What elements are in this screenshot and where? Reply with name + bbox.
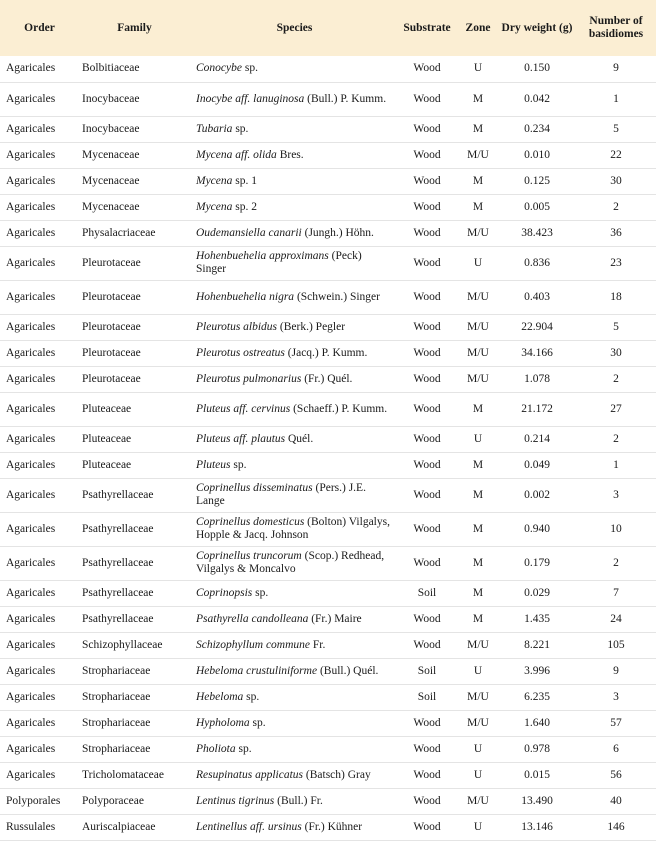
cell-zone: M [472, 92, 484, 105]
table-row [0, 580, 656, 606]
species-authority: (Bull.) Quél. [317, 664, 379, 677]
cell-family: Bolbitiaceae [82, 62, 140, 75]
cell-dry-weight: 8.221 [524, 638, 550, 651]
table-row [0, 366, 656, 392]
species-binomial: Hebeloma crustuliniforme [196, 664, 318, 677]
cell-species [190, 632, 396, 658]
cell-dry-weight: 0.836 [524, 256, 550, 269]
species-binomial: Resupinatus applicatus [196, 768, 304, 781]
cell-substrate: Wood [413, 226, 441, 239]
cell-basidiomes: 22 [610, 148, 622, 161]
table-row [0, 314, 656, 340]
cell-order: Agaricales [6, 320, 56, 333]
cell-order: Agaricales [6, 122, 56, 135]
cell-substrate: Wood [413, 200, 441, 213]
cell-substrate: Wood [413, 432, 441, 445]
cell-dry-weight: 0.234 [524, 122, 550, 135]
cell-species [190, 194, 396, 220]
cell-order: Agaricales [6, 690, 56, 703]
species-binomial: Pluteus [196, 458, 231, 471]
cell-family: Psathyrellaceae [82, 612, 154, 625]
cell-species [190, 314, 396, 340]
cell-family: Strophariaceae [82, 716, 151, 729]
cell-dry-weight: 0.010 [524, 148, 550, 161]
cell-zone: U [473, 432, 483, 445]
cell-family: Mycenaceae [82, 174, 140, 187]
cell-substrate: Wood [413, 768, 441, 781]
species-authority: sp. [241, 62, 258, 75]
cell-substrate: Wood [413, 290, 441, 303]
cell-order: Agaricales [6, 62, 56, 75]
cell-dry-weight: 21.172 [521, 402, 553, 415]
cell-species [190, 512, 396, 546]
cell-order: Agaricales [6, 664, 56, 677]
cell-dry-weight: 0.029 [524, 586, 550, 599]
species-authority: (Berk.) Pegler [277, 320, 346, 333]
cell-family: Pleurotaceae [82, 256, 141, 269]
cell-dry-weight: 6.235 [524, 690, 550, 703]
cell-dry-weight: 0.125 [524, 174, 550, 187]
cell-zone: U [473, 742, 483, 755]
species-authority: (Jacq.) P. Kumm. [284, 346, 368, 359]
header-family: Family [117, 21, 152, 34]
species-authority: Quél. [285, 432, 314, 445]
cell-basidiomes: 30 [610, 174, 622, 187]
table-row [0, 168, 656, 194]
table-row [0, 546, 656, 580]
cell-dry-weight: 1.078 [524, 372, 550, 385]
cell-species [190, 168, 396, 194]
cell-substrate: Wood [413, 320, 441, 333]
cell-zone: U [473, 256, 483, 269]
cell-species [190, 710, 396, 736]
cell-species [190, 220, 396, 246]
species-authority: (Batsch) Gray [303, 768, 371, 781]
species-binomial: Coprinellus disseminatus [196, 482, 313, 494]
cell-basidiomes: 7 [613, 586, 619, 599]
cell-substrate: Wood [413, 148, 441, 161]
cell-family: Inocybaceae [82, 92, 140, 105]
cell-dry-weight: 0.005 [524, 200, 550, 213]
header-row [0, 0, 656, 56]
species-authority: (Bull.) Fr. [274, 794, 323, 807]
cell-substrate: Wood [413, 612, 441, 625]
table-row [0, 736, 656, 762]
table-row [0, 142, 656, 168]
species-binomial: Lentinus tigrinus [196, 794, 275, 807]
cell-basidiomes: 5 [613, 320, 619, 333]
cell-family: Strophariaceae [82, 664, 151, 677]
cell-family: Inocybaceae [82, 122, 140, 135]
cell-family: Pleurotaceae [82, 290, 141, 303]
cell-species [190, 366, 396, 392]
cell-dry-weight: 0.940 [524, 522, 550, 535]
cell-order: Agaricales [6, 372, 56, 385]
cell-basidiomes: 1 [613, 92, 619, 105]
cell-basidiomes: 27 [610, 402, 622, 415]
species-authority: (Pers.) J.E. Lange [196, 482, 366, 507]
species-authority: (Jungh.) Höhn. [301, 226, 374, 239]
table-row [0, 684, 656, 710]
cell-species [190, 246, 396, 280]
cell-zone: M [472, 458, 484, 471]
cell-species [190, 392, 396, 426]
species-binomial: Pluteus aff. cervinus [196, 402, 291, 415]
cell-basidiomes: 9 [613, 664, 619, 677]
cell-zone: M/U [467, 690, 489, 703]
cell-order: Agaricales [6, 226, 56, 239]
species-authority: (Bull.) P. Kumm. [304, 92, 387, 105]
cell-order: Agaricales [6, 402, 56, 415]
cell-substrate: Wood [413, 522, 441, 535]
cell-species [190, 762, 396, 788]
table-row [0, 512, 656, 546]
species-authority: (Schwein.) Singer [294, 290, 380, 303]
header-dry-weight: Dry weight (g) [501, 21, 573, 34]
cell-dry-weight: 0.214 [524, 432, 550, 445]
species-authority: sp. [249, 716, 266, 729]
cell-zone: M [472, 488, 484, 501]
table-header [0, 0, 656, 56]
cell-order: Agaricales [6, 488, 56, 501]
cell-basidiomes: 57 [610, 716, 622, 729]
cell-order: Agaricales [6, 716, 56, 729]
cell-substrate: Wood [413, 458, 441, 471]
cell-order: Agaricales [6, 148, 56, 161]
species-authority: sp. [230, 458, 247, 471]
species-binomial: Mycena aff. olida [196, 148, 277, 161]
cell-family: Psathyrellaceae [82, 522, 154, 535]
cell-basidiomes: 18 [610, 290, 622, 303]
cell-basidiomes: 24 [610, 612, 622, 625]
cell-basidiomes: 23 [610, 256, 622, 269]
header-order: Order [24, 21, 55, 34]
cell-basidiomes: 2 [613, 372, 619, 385]
cell-basidiomes: 3 [613, 690, 619, 703]
cell-dry-weight: 38.423 [521, 226, 553, 239]
cell-family: Strophariaceae [82, 690, 151, 703]
table-row [0, 116, 656, 142]
table-row [0, 426, 656, 452]
cell-species [190, 116, 396, 142]
species-binomial: Lentinellus aff. ursinus [196, 820, 302, 833]
table-row [0, 340, 656, 366]
species-authority: sp. [243, 690, 260, 703]
table-row [0, 452, 656, 478]
cell-basidiomes: 36 [610, 226, 622, 239]
cell-basidiomes: 6 [613, 742, 619, 755]
cell-species [190, 546, 396, 580]
cell-dry-weight: 0.978 [524, 742, 550, 755]
cell-dry-weight: 1.640 [524, 716, 550, 729]
cell-family: Pleurotaceae [82, 372, 141, 385]
cell-basidiomes: 3 [613, 488, 619, 501]
cell-dry-weight: 0.042 [524, 92, 550, 105]
cell-order: Agaricales [6, 256, 56, 269]
cell-family: Pleurotaceae [82, 320, 141, 333]
cell-basidiomes: 9 [613, 62, 619, 75]
cell-order: Russulales [6, 820, 56, 833]
cell-basidiomes: 5 [613, 122, 619, 135]
species-binomial: Schizophyllum commune [196, 638, 311, 651]
cell-family: Tricholomataceae [82, 768, 164, 781]
species-authority: sp. [232, 122, 249, 135]
table-row [0, 788, 656, 814]
cell-dry-weight: 22.904 [521, 320, 553, 333]
cell-dry-weight: 3.996 [524, 664, 550, 677]
cell-substrate: Soil [417, 586, 437, 599]
cell-substrate: Wood [413, 92, 441, 105]
species-binomial: Hebeloma [196, 690, 244, 703]
species-authority: (Fr.) Maire [308, 612, 362, 625]
cell-zone: U [473, 768, 483, 781]
cell-zone: M [472, 402, 484, 415]
cell-dry-weight: 0.179 [524, 556, 550, 569]
cell-species [190, 658, 396, 684]
cell-species [190, 788, 396, 814]
species-binomial: Coprinopsis [196, 586, 253, 599]
cell-species [190, 82, 396, 116]
cell-species [190, 684, 396, 710]
species-binomial: Pleurotus albidus [196, 320, 278, 333]
cell-zone: U [473, 664, 483, 677]
cell-substrate: Wood [413, 402, 441, 415]
cell-substrate: Wood [413, 346, 441, 359]
cell-dry-weight: 0.049 [524, 458, 550, 471]
species-authority: (Fr.) Kühner [301, 820, 363, 833]
cell-order: Agaricales [6, 432, 56, 445]
cell-species [190, 606, 396, 632]
header-zone: Zone [465, 21, 491, 34]
cell-family: Psathyrellaceae [82, 488, 154, 501]
cell-substrate: Wood [413, 174, 441, 187]
cell-zone: M/U [467, 346, 489, 359]
cell-family: Pluteaceae [82, 458, 132, 471]
cell-order: Agaricales [6, 638, 56, 651]
cell-order: Agaricales [6, 174, 56, 187]
species-authority: (Bolton) Vilgalys, Hopple & Jacq. Johnson [196, 516, 390, 541]
cell-zone: M/U [467, 372, 489, 385]
table-row [0, 56, 656, 82]
cell-basidiomes: 1 [613, 458, 619, 471]
cell-order: Agaricales [6, 290, 56, 303]
cell-basidiomes: 2 [613, 556, 619, 569]
species-authority: sp. 1 [232, 174, 258, 187]
header-basidiomes: Number of basidiomes [588, 15, 644, 40]
cell-zone: M/U [467, 148, 489, 161]
cell-zone: M/U [467, 320, 489, 333]
species-binomial: Oudemansiella canarii [196, 226, 302, 239]
species-binomial: Hohenbuehelia nigra [196, 290, 295, 303]
cell-basidiomes: 40 [610, 794, 622, 807]
cell-family: Mycenaceae [82, 148, 140, 161]
species-binomial: Tubaria [196, 122, 233, 135]
cell-substrate: Wood [413, 122, 441, 135]
cell-zone: M [472, 200, 484, 213]
species-binomial: Psathyrella candolleana [196, 612, 309, 625]
species-binomial: Inocybe aff. lanuginosa [196, 92, 305, 105]
cell-substrate: Wood [413, 820, 441, 833]
cell-substrate: Wood [413, 488, 441, 501]
cell-basidiomes: 2 [613, 200, 619, 213]
cell-family: Schizophyllaceae [82, 638, 163, 651]
species-binomial: Pleurotus ostreatus [196, 346, 285, 359]
table-row [0, 246, 656, 280]
cell-zone: M/U [467, 794, 489, 807]
cell-dry-weight: 1.435 [524, 612, 550, 625]
cell-order: Agaricales [6, 768, 56, 781]
cell-species [190, 280, 396, 314]
cell-order: Agaricales [6, 742, 56, 755]
cell-species [190, 736, 396, 762]
cell-order: Agaricales [6, 612, 56, 625]
cell-zone: M [472, 174, 484, 187]
cell-order: Agaricales [6, 586, 56, 599]
cell-basidiomes: 56 [610, 768, 622, 781]
cell-substrate: Soil [417, 690, 437, 703]
table-row [0, 632, 656, 658]
cell-basidiomes: 30 [610, 346, 622, 359]
cell-zone: M/U [467, 716, 489, 729]
cell-dry-weight: 13.146 [521, 820, 553, 833]
cell-family: Auriscalpiaceae [82, 820, 156, 833]
cell-family: Psathyrellaceae [82, 586, 154, 599]
cell-substrate: Wood [413, 638, 441, 651]
cell-dry-weight: 0.015 [524, 768, 550, 781]
cell-species [190, 340, 396, 366]
cell-dry-weight: 0.403 [524, 290, 550, 303]
cell-species [190, 56, 396, 82]
cell-order: Agaricales [6, 522, 56, 535]
cell-species [190, 142, 396, 168]
cell-order: Agaricales [6, 92, 56, 105]
cell-order: Agaricales [6, 346, 56, 359]
cell-order: Polyporales [6, 794, 61, 807]
cell-zone: M [472, 522, 484, 535]
species-authority: (Scop.) Redhead, Vilgalys & Moncalvo [196, 550, 385, 575]
table-row [0, 280, 656, 314]
table-row [0, 606, 656, 632]
cell-zone: U [473, 62, 483, 75]
table-row [0, 82, 656, 116]
cell-basidiomes: 146 [607, 820, 625, 833]
cell-substrate: Wood [413, 794, 441, 807]
cell-basidiomes: 2 [613, 432, 619, 445]
table-row [0, 762, 656, 788]
species-authority: (Fr.) Quél. [301, 372, 353, 385]
cell-order: Agaricales [6, 458, 56, 471]
cell-zone: M/U [467, 226, 489, 239]
cell-dry-weight: 0.002 [524, 488, 550, 501]
cell-basidiomes: 10 [610, 522, 622, 535]
cell-dry-weight: 13.490 [521, 794, 553, 807]
species-binomial: Conocybe [196, 62, 242, 75]
cell-family: Pleurotaceae [82, 346, 141, 359]
species-authority: sp. [252, 586, 269, 599]
cell-order: Agaricales [6, 200, 56, 213]
species-authority: (Schaeff.) P. Kumm. [290, 402, 388, 415]
species-authority: sp. 2 [232, 200, 258, 213]
species-authority: (Peck) Singer [196, 250, 362, 275]
cell-zone: M/U [467, 638, 489, 651]
header-species: Species [276, 21, 313, 34]
cell-species [190, 426, 396, 452]
species-binomial: Mycena [196, 200, 233, 213]
cell-family: Mycenaceae [82, 200, 140, 213]
cell-substrate: Wood [413, 256, 441, 269]
table-row [0, 710, 656, 736]
cell-family: Polyporaceae [82, 794, 144, 807]
cell-substrate: Wood [413, 62, 441, 75]
table-body [0, 56, 656, 840]
cell-zone: M/U [467, 290, 489, 303]
cell-substrate: Wood [413, 556, 441, 569]
table-row [0, 814, 656, 840]
species-authority: Fr. [310, 638, 326, 651]
cell-family: Physalacriaceae [82, 226, 156, 239]
cell-zone: M [472, 556, 484, 569]
cell-substrate: Wood [413, 742, 441, 755]
cell-basidiomes: 105 [607, 638, 625, 651]
cell-zone: M [472, 612, 484, 625]
cell-substrate: Wood [413, 372, 441, 385]
cell-dry-weight: 0.150 [524, 62, 550, 75]
cell-species [190, 452, 396, 478]
table-row [0, 194, 656, 220]
table-row [0, 220, 656, 246]
species-binomial: Coprinellus truncorum [196, 550, 302, 562]
species-authority: Bres. [276, 148, 304, 161]
species-binomial: Hohenbuehelia approximans [196, 250, 329, 262]
cell-species [190, 478, 396, 512]
cell-species [190, 580, 396, 606]
cell-family: Pluteaceae [82, 432, 132, 445]
table-row [0, 658, 656, 684]
cell-zone: M [472, 122, 484, 135]
cell-family: Psathyrellaceae [82, 556, 154, 569]
cell-substrate: Wood [413, 716, 441, 729]
cell-order: Agaricales [6, 556, 56, 569]
cell-species [190, 814, 396, 840]
species-binomial: Pleurotus pulmonarius [196, 372, 302, 385]
species-binomial: Mycena [196, 174, 233, 187]
cell-dry-weight: 34.166 [521, 346, 553, 359]
species-binomial: Pluteus aff. plautus [196, 432, 286, 445]
cell-zone: M [472, 586, 484, 599]
cell-zone: U [473, 820, 483, 833]
cell-substrate: Soil [417, 664, 437, 677]
species-binomial: Hypholoma [196, 716, 250, 729]
species-binomial: Pholiota [196, 742, 236, 755]
table-row [0, 392, 656, 426]
header-substrate: Substrate [403, 21, 451, 34]
species-binomial: Coprinellus domesticus [196, 516, 305, 528]
species-authority: sp. [235, 742, 252, 755]
table-row [0, 478, 656, 512]
cell-family: Strophariaceae [82, 742, 151, 755]
cell-family: Pluteaceae [82, 402, 132, 415]
